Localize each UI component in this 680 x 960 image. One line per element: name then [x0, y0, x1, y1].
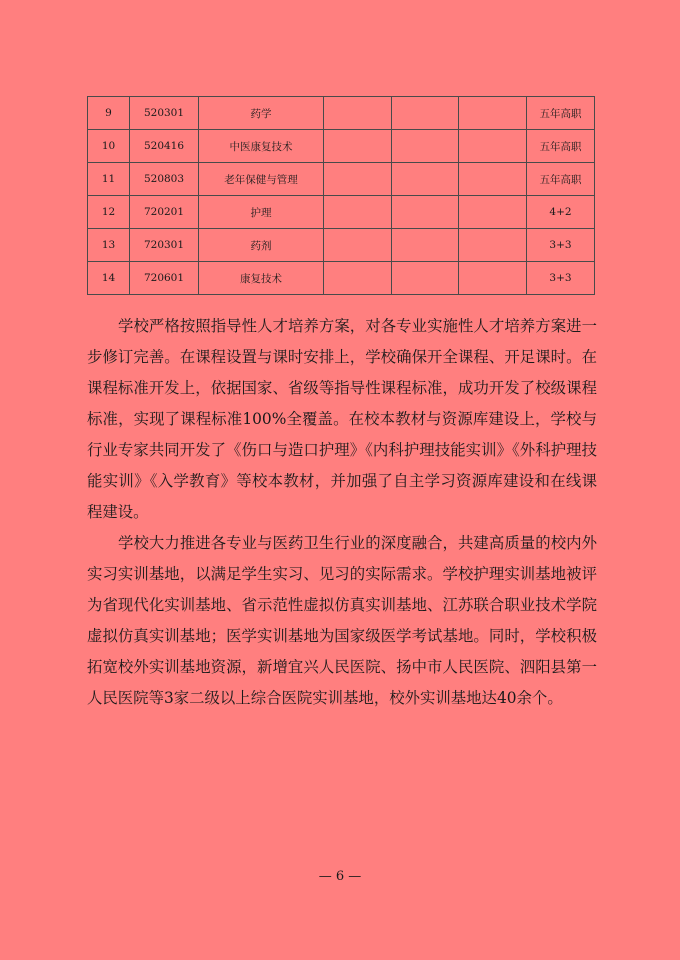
table-row [88, 163, 595, 196]
empty-cell [324, 163, 392, 196]
row-number: 14 [88, 262, 130, 295]
major-code: 520416 [130, 130, 199, 163]
program-type: 五年高职 [527, 163, 595, 196]
row-number: 11 [88, 163, 130, 196]
empty-cell [392, 196, 459, 229]
row-number: 9 [88, 97, 130, 130]
table-row [88, 97, 595, 130]
empty-cell [324, 196, 392, 229]
major-name: 康复技术 [199, 262, 324, 295]
empty-cell [392, 262, 459, 295]
row-number: 10 [88, 130, 130, 163]
major-code: 720301 [130, 229, 199, 262]
major-code: 720601 [130, 262, 199, 295]
empty-cell [324, 97, 392, 130]
empty-cell [324, 229, 392, 262]
program-type: 3+3 [527, 229, 595, 262]
table-row [88, 196, 595, 229]
major-code: 720201 [130, 196, 199, 229]
paragraph-curriculum: 学校严格按照指导性人才培养方案，对各专业实施性人才培养方案进一步修订完善。在课程设置与课时安排上，学校确保开全课程、开足课时。在课程标准开发上，依据国家、省级等指导性课程标准，成功开发了校级课程标准，实现了课程标准100%全覆盖。在校本教材与资源库建设上，学校与行业专家共同开发了《伤口与造口护理》《内科护理技能实训》《外科护理技能实训》《入学教育》等校本教材，并加强了自主学习资源库建设和在线课程建设。 [87, 317, 597, 521]
major-name: 药剂 [199, 229, 324, 262]
row-number: 13 [88, 229, 130, 262]
table-row [88, 130, 595, 163]
program-type: 五年高职 [527, 130, 595, 163]
major-code: 520803 [130, 163, 199, 196]
empty-cell [392, 163, 459, 196]
empty-cell [392, 229, 459, 262]
table-row [88, 262, 595, 295]
major-name: 护理 [199, 196, 324, 229]
empty-cell [324, 130, 392, 163]
row-number: 12 [88, 196, 130, 229]
empty-cell [459, 196, 527, 229]
program-type: 五年高职 [527, 97, 595, 130]
empty-cell [459, 262, 527, 295]
empty-cell [459, 163, 527, 196]
empty-cell [459, 229, 527, 262]
majors-table [87, 96, 595, 295]
program-type: 4+2 [527, 196, 595, 229]
program-type: 3+3 [527, 262, 595, 295]
major-code: 520301 [130, 97, 199, 130]
paragraph-training-bases: 学校大力推进各专业与医药卫生行业的深度融合，共建高质量的校内外实习实训基地，以满足学生实习、见习的实际需求。学校护理实训基地被评为省现代化实训基地、省示范性虚拟仿真实训基地、江苏联合职业技术学院虚拟仿真实训基地；医学实训基地为国家级医学考试基地。同时，学校积极拓宽校外实训基地资源，新增宜兴人民医院、扬中市人民医院、泗阳县第一人民医院等3家二级以上综合医院实训基地，校外实训基地达40余个。 [87, 534, 597, 707]
empty-cell [392, 97, 459, 130]
page-number: — 6 — [318, 869, 362, 884]
empty-cell [459, 130, 527, 163]
body-text [87, 311, 597, 714]
major-name: 药学 [199, 97, 324, 130]
empty-cell [324, 262, 392, 295]
table-row [88, 229, 595, 262]
major-name: 老年保健与管理 [199, 163, 324, 196]
major-name: 中医康复技术 [199, 130, 324, 163]
empty-cell [459, 97, 527, 130]
empty-cell [392, 130, 459, 163]
